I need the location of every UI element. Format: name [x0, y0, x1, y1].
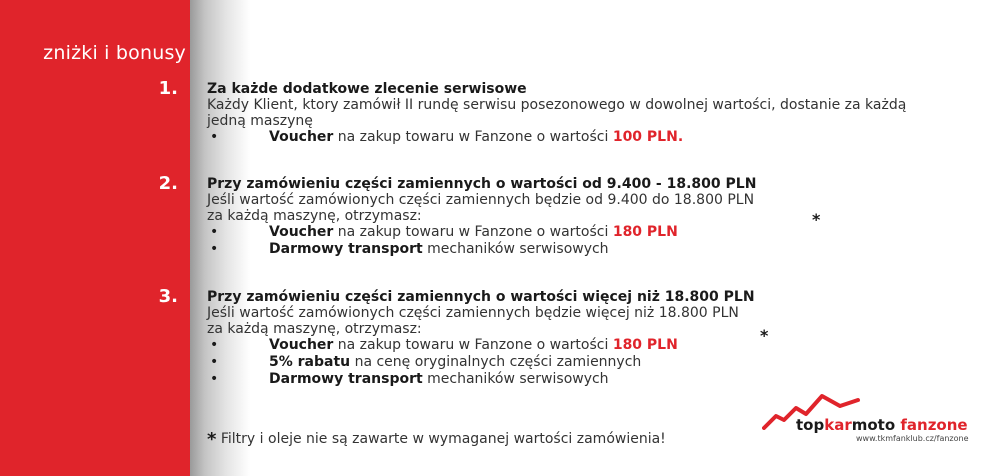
bullet-dot: •: [210, 241, 219, 257]
section-number-2: 2.: [158, 173, 178, 194]
bullet-item: [207, 371, 987, 388]
sidebar-title: zniżki i bonusy: [43, 42, 186, 64]
section-1: [207, 81, 987, 146]
section-number-3: 3.: [158, 286, 178, 307]
section-3: [207, 289, 987, 388]
bullet-text: na cenę oryginalnych części zamiennych: [350, 354, 642, 370]
bullet-item: [207, 241, 987, 258]
footnote-asterisk: *: [207, 429, 217, 450]
bullet-bold: Darmowy transport: [269, 371, 423, 387]
section-text-line: Jeśli wartość zamówionych części zamiennych będzie od 9.400 do 18.800 PLN: [207, 192, 755, 208]
section-heading: Przy zamówieniu części zamiennych o wartości więcej niż 18.800 PLN: [207, 289, 755, 305]
section-text-line: jedną maszynę: [207, 113, 313, 129]
bullet-bold: Darmowy transport: [269, 241, 423, 257]
section-text-line: Jeśli wartość zamówionych części zamiennych będzie więcej niż 18.800 PLN: [207, 305, 739, 321]
bullet-item: [207, 337, 987, 354]
bullet-dot: •: [210, 371, 219, 387]
bullet-dot: •: [210, 129, 219, 145]
bullet-dot: •: [210, 337, 219, 353]
footnote: [207, 429, 666, 450]
bullet-text: na zakup towaru w Fanzone o wartości: [333, 337, 613, 353]
section-text-line: za każdą maszynę, otrzymasz:: [207, 321, 422, 337]
red-sidebar-band: [0, 0, 190, 476]
bullet-item: [207, 224, 987, 241]
section-text-line: za każdą maszynę, otrzymasz:: [207, 208, 422, 224]
section-2: [207, 176, 987, 258]
bullet-item: [207, 354, 987, 371]
bullet-dot: •: [210, 354, 219, 370]
asterisk-marker: *: [812, 210, 821, 229]
bullet-price: 100 PLN.: [612, 129, 684, 145]
bullet-text: mechaników serwisowych: [422, 241, 609, 257]
bullet-text: mechaników serwisowych: [422, 371, 609, 387]
bullet-bold: Voucher: [269, 224, 334, 240]
bullet-bold: 5% rabatu: [269, 354, 351, 370]
topkarmoto-fanzone-logo: [762, 390, 987, 450]
section-text-line: Każdy Klient, ktory zamówił II rundę serwisu posezonowego w dowolnej wartości, dostanie za każdą: [207, 97, 907, 113]
logo-url: www.tkmfanklub.cz/fanzone: [856, 434, 969, 443]
bullet-dot: •: [210, 224, 219, 240]
logo-wordmark: topkarmoto fanzone: [796, 416, 968, 434]
section-number-1: 1.: [158, 78, 178, 99]
asterisk-marker: *: [760, 326, 769, 345]
footnote-text: Filtry i oleje nie są zawarte w wymaganej wartości zamówienia!: [216, 431, 666, 447]
bullet-bold: Voucher: [269, 337, 334, 353]
bullet-text: na zakup towaru w Fanzone o wartości: [333, 224, 613, 240]
bullet-price: 180 PLN: [612, 337, 678, 353]
bullet-bold: Voucher: [269, 129, 334, 145]
bullet-price: 180 PLN: [612, 224, 678, 240]
section-heading: Przy zamówieniu części zamiennych o wartości od 9.400 - 18.800 PLN: [207, 176, 757, 192]
section-heading: Za każde dodatkowe zlecenie serwisowe: [207, 81, 527, 97]
bullet-text: na zakup towaru w Fanzone o wartości: [333, 129, 613, 145]
bullet-item: [207, 129, 987, 146]
